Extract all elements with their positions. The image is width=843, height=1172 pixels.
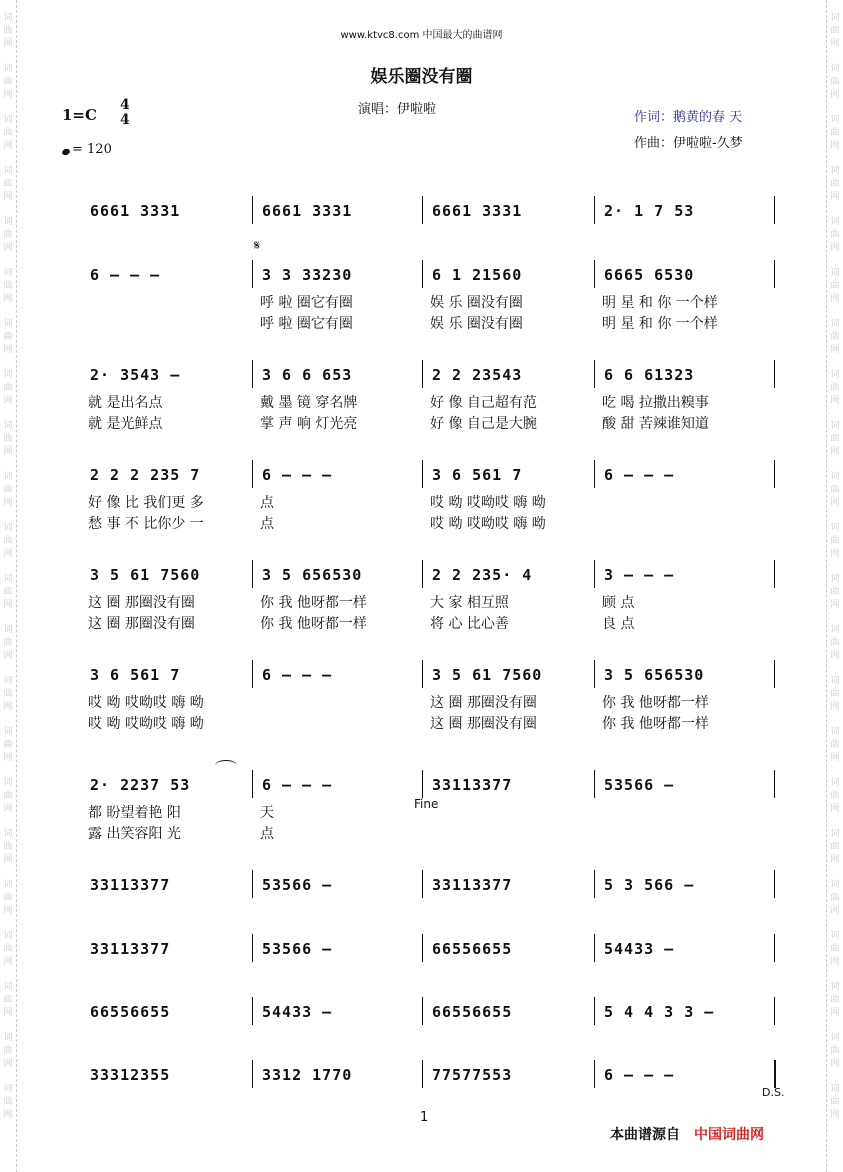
time-top: 4 bbox=[120, 97, 130, 113]
measure: 6 — — — bbox=[604, 466, 675, 484]
barline bbox=[594, 196, 595, 224]
end-barline bbox=[774, 934, 775, 962]
measure: 3 3 33230 bbox=[262, 266, 353, 284]
site-watermark: www.ktvc8.com 中国最大的曲谱网 bbox=[340, 30, 503, 41]
measure: 3 6 6 653 bbox=[262, 366, 353, 384]
barline bbox=[252, 660, 253, 688]
side-watermark-text: 词 曲 网 bbox=[3, 778, 13, 814]
tempo-value: = 120 bbox=[72, 142, 112, 157]
side-watermark-text: 词 曲 网 bbox=[830, 880, 840, 916]
score-line bbox=[88, 366, 778, 386]
lyric-text: 顾 点 bbox=[602, 595, 635, 611]
measure: 53566 — bbox=[262, 876, 333, 894]
score-line bbox=[88, 466, 778, 486]
side-watermark-text: 词 曲 网 bbox=[3, 115, 13, 151]
slur-mark bbox=[215, 760, 237, 771]
lyric-text: 点 bbox=[260, 495, 274, 511]
lyric-text: 哎 呦 哎呦哎 嗨 呦 bbox=[88, 695, 204, 711]
lyric-text: 这 圈 那圈没有圈 bbox=[430, 716, 537, 732]
measure: 66556655 bbox=[90, 1003, 171, 1021]
side-watermark-text: 词 曲 网 bbox=[830, 319, 840, 355]
lyric-text: 愁 事 不 比你少 一 bbox=[88, 516, 204, 532]
score-line bbox=[88, 1066, 778, 1086]
lyric-text: 娱 乐 圈没有圈 bbox=[430, 316, 523, 332]
measure: 33113377 bbox=[90, 940, 171, 958]
side-watermark-text: 词 曲 网 bbox=[3, 880, 13, 916]
side-watermark-text: 词 曲 网 bbox=[830, 115, 840, 151]
side-watermark-text: 词 曲 网 bbox=[3, 829, 13, 865]
fine-mark: Fine bbox=[414, 797, 439, 811]
source-brand: 中国词曲网 bbox=[694, 1127, 764, 1143]
side-watermark-text: 词 曲 网 bbox=[830, 472, 840, 508]
side-watermark-text: 词 曲 网 bbox=[3, 13, 13, 49]
side-watermark-text: 词 曲 网 bbox=[830, 931, 840, 967]
page-number: 1 bbox=[420, 1110, 429, 1125]
side-watermark-text: 词 曲 网 bbox=[3, 523, 13, 559]
measure: 3312 1770 bbox=[262, 1066, 353, 1084]
quarter-note-icon bbox=[61, 148, 71, 156]
measure: 6 — — — bbox=[262, 776, 333, 794]
barline bbox=[594, 870, 595, 898]
barline bbox=[422, 360, 423, 388]
measure: 2 2 2 235 7 bbox=[90, 466, 201, 484]
barline bbox=[422, 660, 423, 688]
barline bbox=[422, 460, 423, 488]
barline bbox=[252, 196, 253, 224]
side-watermark-text: 词 曲 网 bbox=[830, 829, 840, 865]
side-watermark-text: 词 曲 网 bbox=[830, 268, 840, 304]
end-barline bbox=[774, 360, 775, 388]
side-watermark-text: 词 曲 网 bbox=[830, 523, 840, 559]
side-watermark-text: 词 曲 网 bbox=[3, 625, 13, 661]
measure: 2· 1 7 53 bbox=[604, 202, 695, 220]
score-line bbox=[88, 666, 778, 686]
barline bbox=[252, 870, 253, 898]
lyric-text: 呼 啦 圈它有圈 bbox=[260, 295, 353, 311]
lyric-text: 呼 啦 圈它有圈 bbox=[260, 316, 353, 332]
measure: 6 — — — bbox=[262, 466, 333, 484]
lyric-text: 哎 呦 哎呦哎 嗨 呦 bbox=[430, 516, 546, 532]
side-watermark-text: 词 曲 网 bbox=[830, 727, 840, 763]
side-watermark-text: 词 曲 网 bbox=[3, 931, 13, 967]
song-title: 娱乐圈没有圈 bbox=[370, 67, 473, 87]
measure: 3 5 61 7560 bbox=[90, 566, 201, 584]
measure: 3 6 561 7 bbox=[432, 466, 523, 484]
lyric-text: 掌 声 响 灯光亮 bbox=[260, 416, 358, 432]
side-watermark-text: 词 曲 网 bbox=[3, 64, 13, 100]
lyric-text: 点 bbox=[260, 516, 274, 532]
end-barline bbox=[774, 1060, 776, 1088]
lyric-text: 明 星 和 你 一个样 bbox=[602, 295, 718, 311]
barline bbox=[594, 560, 595, 588]
singer-credit: 演唱：伊啦啦 bbox=[358, 102, 437, 117]
lyric-text: 良 点 bbox=[602, 616, 635, 632]
score-line bbox=[88, 776, 778, 796]
measure: 6 6 61323 bbox=[604, 366, 695, 384]
tempo-marking bbox=[62, 142, 112, 157]
barline bbox=[252, 560, 253, 588]
measure: 6 — — — bbox=[90, 266, 161, 284]
lyric-text: 这 圈 那圈没有圈 bbox=[88, 616, 195, 632]
end-barline bbox=[774, 196, 775, 224]
measure: 33312355 bbox=[90, 1066, 171, 1084]
barline bbox=[594, 934, 595, 962]
lyric-text: 娱 乐 圈没有圈 bbox=[430, 295, 523, 311]
barline bbox=[252, 997, 253, 1025]
lyric-text: 好 像 自己超有范 bbox=[430, 395, 537, 411]
barline bbox=[252, 260, 253, 288]
end-barline bbox=[774, 660, 775, 688]
barline bbox=[422, 260, 423, 288]
barline bbox=[422, 870, 423, 898]
measure: 3 5 61 7560 bbox=[432, 666, 543, 684]
lyric-text: 好 像 自己是大腕 bbox=[430, 416, 537, 432]
side-watermark-text: 词 曲 网 bbox=[830, 778, 840, 814]
left-watermark-strip bbox=[0, 0, 17, 1172]
side-watermark-text: 词 曲 网 bbox=[3, 1084, 13, 1120]
end-barline bbox=[774, 260, 775, 288]
measure: 6 — — — bbox=[262, 666, 333, 684]
lyric-text: 大 家 相互照 bbox=[430, 595, 509, 611]
side-watermark-text: 词 曲 网 bbox=[830, 1084, 840, 1120]
barline bbox=[252, 934, 253, 962]
barline bbox=[252, 360, 253, 388]
measure: 6665 6530 bbox=[604, 266, 695, 284]
segno-mark: 𝄋 bbox=[254, 238, 261, 254]
lyric-text: 你 我 他呀都一样 bbox=[602, 695, 709, 711]
side-watermark-text: 词 曲 网 bbox=[3, 574, 13, 610]
source-credit bbox=[610, 1124, 764, 1144]
lyric-text: 点 bbox=[260, 826, 274, 842]
side-watermark-text: 词 曲 网 bbox=[830, 370, 840, 406]
side-watermark-text: 词 曲 网 bbox=[3, 1033, 13, 1069]
lyric-text: 都 盼望着艳 阳 bbox=[88, 805, 181, 821]
measure: 77577553 bbox=[432, 1066, 513, 1084]
side-watermark-text: 词 曲 网 bbox=[3, 370, 13, 406]
right-watermark-strip bbox=[826, 0, 843, 1172]
end-barline bbox=[774, 870, 775, 898]
measure: 54433 — bbox=[604, 940, 675, 958]
barline bbox=[422, 770, 423, 798]
measure: 6661 3331 bbox=[262, 202, 353, 220]
measure: 3 5 656530 bbox=[262, 566, 363, 584]
time-bottom: 4 bbox=[120, 112, 130, 128]
side-watermark-text: 词 曲 网 bbox=[3, 676, 13, 712]
barline bbox=[594, 997, 595, 1025]
measure: 5 3 566 — bbox=[604, 876, 695, 894]
lyric-text: 就 是出名点 bbox=[88, 395, 163, 411]
score-line bbox=[88, 876, 778, 896]
barline bbox=[594, 1060, 595, 1088]
lyric-text: 这 圈 那圈没有圈 bbox=[88, 595, 195, 611]
measure: 5 4 4 3 3 — bbox=[604, 1003, 715, 1021]
measure: 6661 3331 bbox=[432, 202, 523, 220]
side-watermark-text: 词 曲 网 bbox=[3, 217, 13, 253]
barline bbox=[594, 660, 595, 688]
measure: 33113377 bbox=[432, 776, 513, 794]
side-watermark-text: 词 曲 网 bbox=[3, 472, 13, 508]
side-watermark-text: 词 曲 网 bbox=[830, 676, 840, 712]
barline bbox=[252, 460, 253, 488]
lyric-text: 好 像 比 我们更 多 bbox=[88, 495, 204, 511]
lyric-text: 你 我 他呀都一样 bbox=[260, 616, 367, 632]
end-barline bbox=[774, 770, 775, 798]
end-barline bbox=[774, 460, 775, 488]
side-watermark-text: 词 曲 网 bbox=[830, 1033, 840, 1069]
lyric-text: 将 心 比心善 bbox=[430, 616, 509, 632]
lyric-text: 哎 呦 哎呦哎 嗨 呦 bbox=[88, 716, 204, 732]
lyric-text: 吃 喝 拉撒出糗事 bbox=[602, 395, 709, 411]
composer-credit: 作曲：伊啦啦-久梦 bbox=[634, 136, 743, 151]
measure: 3 — — — bbox=[604, 566, 675, 584]
ds-mark: D.S. bbox=[762, 1086, 785, 1099]
measure: 33113377 bbox=[432, 876, 513, 894]
measure: 53566 — bbox=[262, 940, 333, 958]
measure: 2 2 235· 4 bbox=[432, 566, 533, 584]
side-watermark-text: 词 曲 网 bbox=[3, 319, 13, 355]
measure: 2 2 23543 bbox=[432, 366, 523, 384]
end-barline bbox=[774, 997, 775, 1025]
measure: 33113377 bbox=[90, 876, 171, 894]
lyric-text: 戴 墨 镜 穿名牌 bbox=[260, 395, 358, 411]
barline bbox=[252, 770, 253, 798]
side-watermark-text: 词 曲 网 bbox=[830, 574, 840, 610]
barline bbox=[252, 1060, 253, 1088]
side-watermark-text: 词 曲 网 bbox=[830, 13, 840, 49]
lyric-text: 酸 甜 苦辣谁知道 bbox=[602, 416, 709, 432]
measure: 54433 — bbox=[262, 1003, 333, 1021]
score-line bbox=[88, 566, 778, 586]
side-watermark-text: 词 曲 网 bbox=[3, 166, 13, 202]
score-line bbox=[88, 266, 778, 286]
side-watermark-text: 词 曲 网 bbox=[830, 166, 840, 202]
source-label: 本曲谱源自 bbox=[610, 1127, 680, 1143]
key-signature: 1=C bbox=[62, 106, 97, 124]
barline bbox=[594, 770, 595, 798]
side-watermark-text: 词 曲 网 bbox=[830, 217, 840, 253]
measure: 2· 2237 53 bbox=[90, 776, 191, 794]
measure: 66556655 bbox=[432, 940, 513, 958]
side-watermark-text: 词 曲 网 bbox=[3, 982, 13, 1018]
lyric-text: 你 我 他呀都一样 bbox=[260, 595, 367, 611]
lyric-text: 就 是光鲜点 bbox=[88, 416, 163, 432]
barline bbox=[422, 196, 423, 224]
side-watermark-text: 词 曲 网 bbox=[830, 982, 840, 1018]
end-barline bbox=[774, 560, 775, 588]
lyric-text: 露 出笑容阳 光 bbox=[88, 826, 181, 842]
score-line bbox=[88, 940, 778, 960]
measure: 66556655 bbox=[432, 1003, 513, 1021]
side-watermark-text: 词 曲 网 bbox=[3, 727, 13, 763]
score-line bbox=[88, 202, 778, 222]
barline bbox=[422, 560, 423, 588]
lyric-text: 你 我 他呀都一样 bbox=[602, 716, 709, 732]
measure: 6 1 21560 bbox=[432, 266, 523, 284]
barline bbox=[422, 934, 423, 962]
measure: 53566 — bbox=[604, 776, 675, 794]
measure: 6661 3331 bbox=[90, 202, 181, 220]
lyric-text: 这 圈 那圈没有圈 bbox=[430, 695, 537, 711]
time-signature bbox=[120, 98, 130, 128]
side-watermark-text: 词 曲 网 bbox=[3, 268, 13, 304]
measure: 3 5 656530 bbox=[604, 666, 705, 684]
side-watermark-text: 词 曲 网 bbox=[830, 421, 840, 457]
measure: 3 6 561 7 bbox=[90, 666, 181, 684]
lyric-text: 明 星 和 你 一个样 bbox=[602, 316, 718, 332]
lyricist-credit: 作词：鹅黄的春 天 bbox=[634, 110, 743, 125]
side-watermark-text: 词 曲 网 bbox=[3, 421, 13, 457]
side-watermark-text: 词 曲 网 bbox=[830, 625, 840, 661]
measure: 2· 3543 — bbox=[90, 366, 181, 384]
measure: 6 — — — bbox=[604, 1066, 675, 1084]
lyric-text: 天 bbox=[260, 805, 274, 821]
barline bbox=[422, 997, 423, 1025]
barline bbox=[594, 460, 595, 488]
lyric-text: 哎 呦 哎呦哎 嗨 呦 bbox=[430, 495, 546, 511]
barline bbox=[594, 360, 595, 388]
barline bbox=[594, 260, 595, 288]
side-watermark-text: 词 曲 网 bbox=[830, 64, 840, 100]
score-line bbox=[88, 1003, 778, 1023]
barline bbox=[422, 1060, 423, 1088]
